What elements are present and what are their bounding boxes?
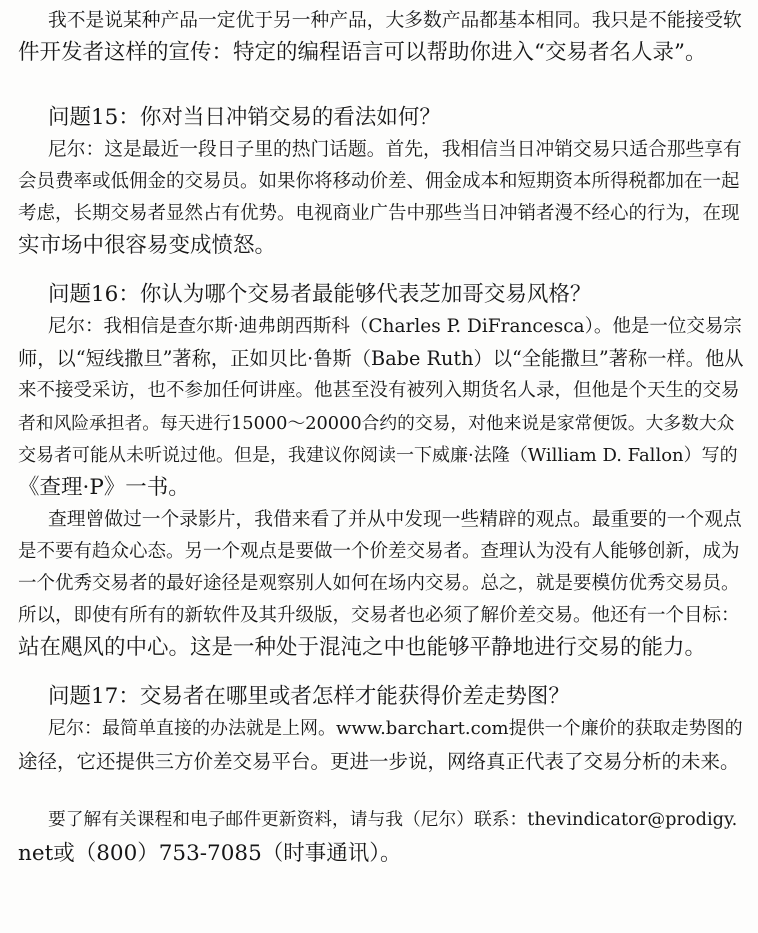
text-line: 《查理·P》一书。 bbox=[18, 475, 190, 500]
contact-line-continued: net或（800）753-7085（时事通讯）。 bbox=[18, 841, 402, 866]
contact-line: 要了解有关课程和电子邮件更新资料，请与我（尼尔）联系：thevindicator@prodigy. bbox=[48, 810, 738, 830]
text-line: 是不要有趋众心态。另一个观点是要做一个价差交易者。查理认为没有人能够创新，成为 bbox=[18, 541, 740, 562]
text-line: 尼尔：我相信是查尔斯·迪弗朗西斯科（Charles P. DiFrancesca）。他是一位交易宗 bbox=[48, 316, 742, 337]
text-line: 所以，即使有所有的新软件及其升级版，交易者也必须了解价差交易。他还有一个目标： bbox=[18, 605, 740, 626]
text-line: 站在飓风的中心。这是一种处于混沌之中也能够平静地进行交易的能力。 bbox=[18, 635, 707, 660]
text-line: 件开发者这样的宣传：特定的编程语言可以帮助你进入“交易者名人录”。 bbox=[18, 40, 707, 65]
text-line: 者和风险承担者。每天进行15000～20000合约的交易，对他来说是家常便饭。大多数大众 bbox=[18, 414, 735, 434]
question-heading: 问题17：交易者在哪里或者怎样才能获得价差走势图？ bbox=[48, 684, 570, 709]
text-line: 考虑，长期交易者显然占有优势。电视商业广告中那些当日冲销者漫不经心的行为，在现 bbox=[18, 203, 740, 224]
text-line: 交易者可能从未听说过他。但是，我建议你阅读一下威廉·法隆（William D. Fallon）写的 bbox=[18, 445, 738, 466]
text-line: 会员费率或低佣金的交易员。如果你将移动价差、佣金成本和短期资本所得税都加在一起 bbox=[18, 171, 740, 192]
text-line: 尼尔：最简单直接的办法就是上网。www.barchart.com提供一个廉价的获取走势图的 bbox=[48, 718, 743, 739]
text-line: 实市场中很容易变成愤怒。 bbox=[18, 233, 277, 258]
text-line: 我不是说某种产品一定优于另一种产品，大多数产品都基本相同。我只是不能接受软 bbox=[48, 10, 742, 31]
text-line: 尼尔：这是最近一段日子里的热门话题。首先，我相信当日冲销交易只适合那些享有 bbox=[48, 139, 742, 160]
text-line: 途径，它还提供三方价差交易平台。更进一步说，网络真正代表了交易分析的未来。 bbox=[18, 750, 740, 773]
question-heading: 问题16：你认为哪个交易者最能够代表芝加哥交易风格？ bbox=[48, 282, 592, 307]
text-line: 来不接受采访，也不参加任何讲座。他甚至没有被列入期货名人录，但他是个天生的交易 bbox=[18, 380, 740, 401]
text-line: 一个优秀交易者的最好途径是观察别人如何在场内交易。总之，就是要模仿优秀交易员。 bbox=[18, 573, 740, 594]
text-line: 师，以“短线撒旦”著称，正如贝比·鲁斯（Babe Ruth）以“全能撒旦”著称一样。他从 bbox=[18, 347, 744, 370]
question-heading: 问题15：你对当日冲销交易的看法如何？ bbox=[48, 105, 441, 130]
text-line: 查理曾做过一个录影片，我借来看了并从中发现一些精辟的观点。最重要的一个观点 bbox=[48, 509, 742, 530]
